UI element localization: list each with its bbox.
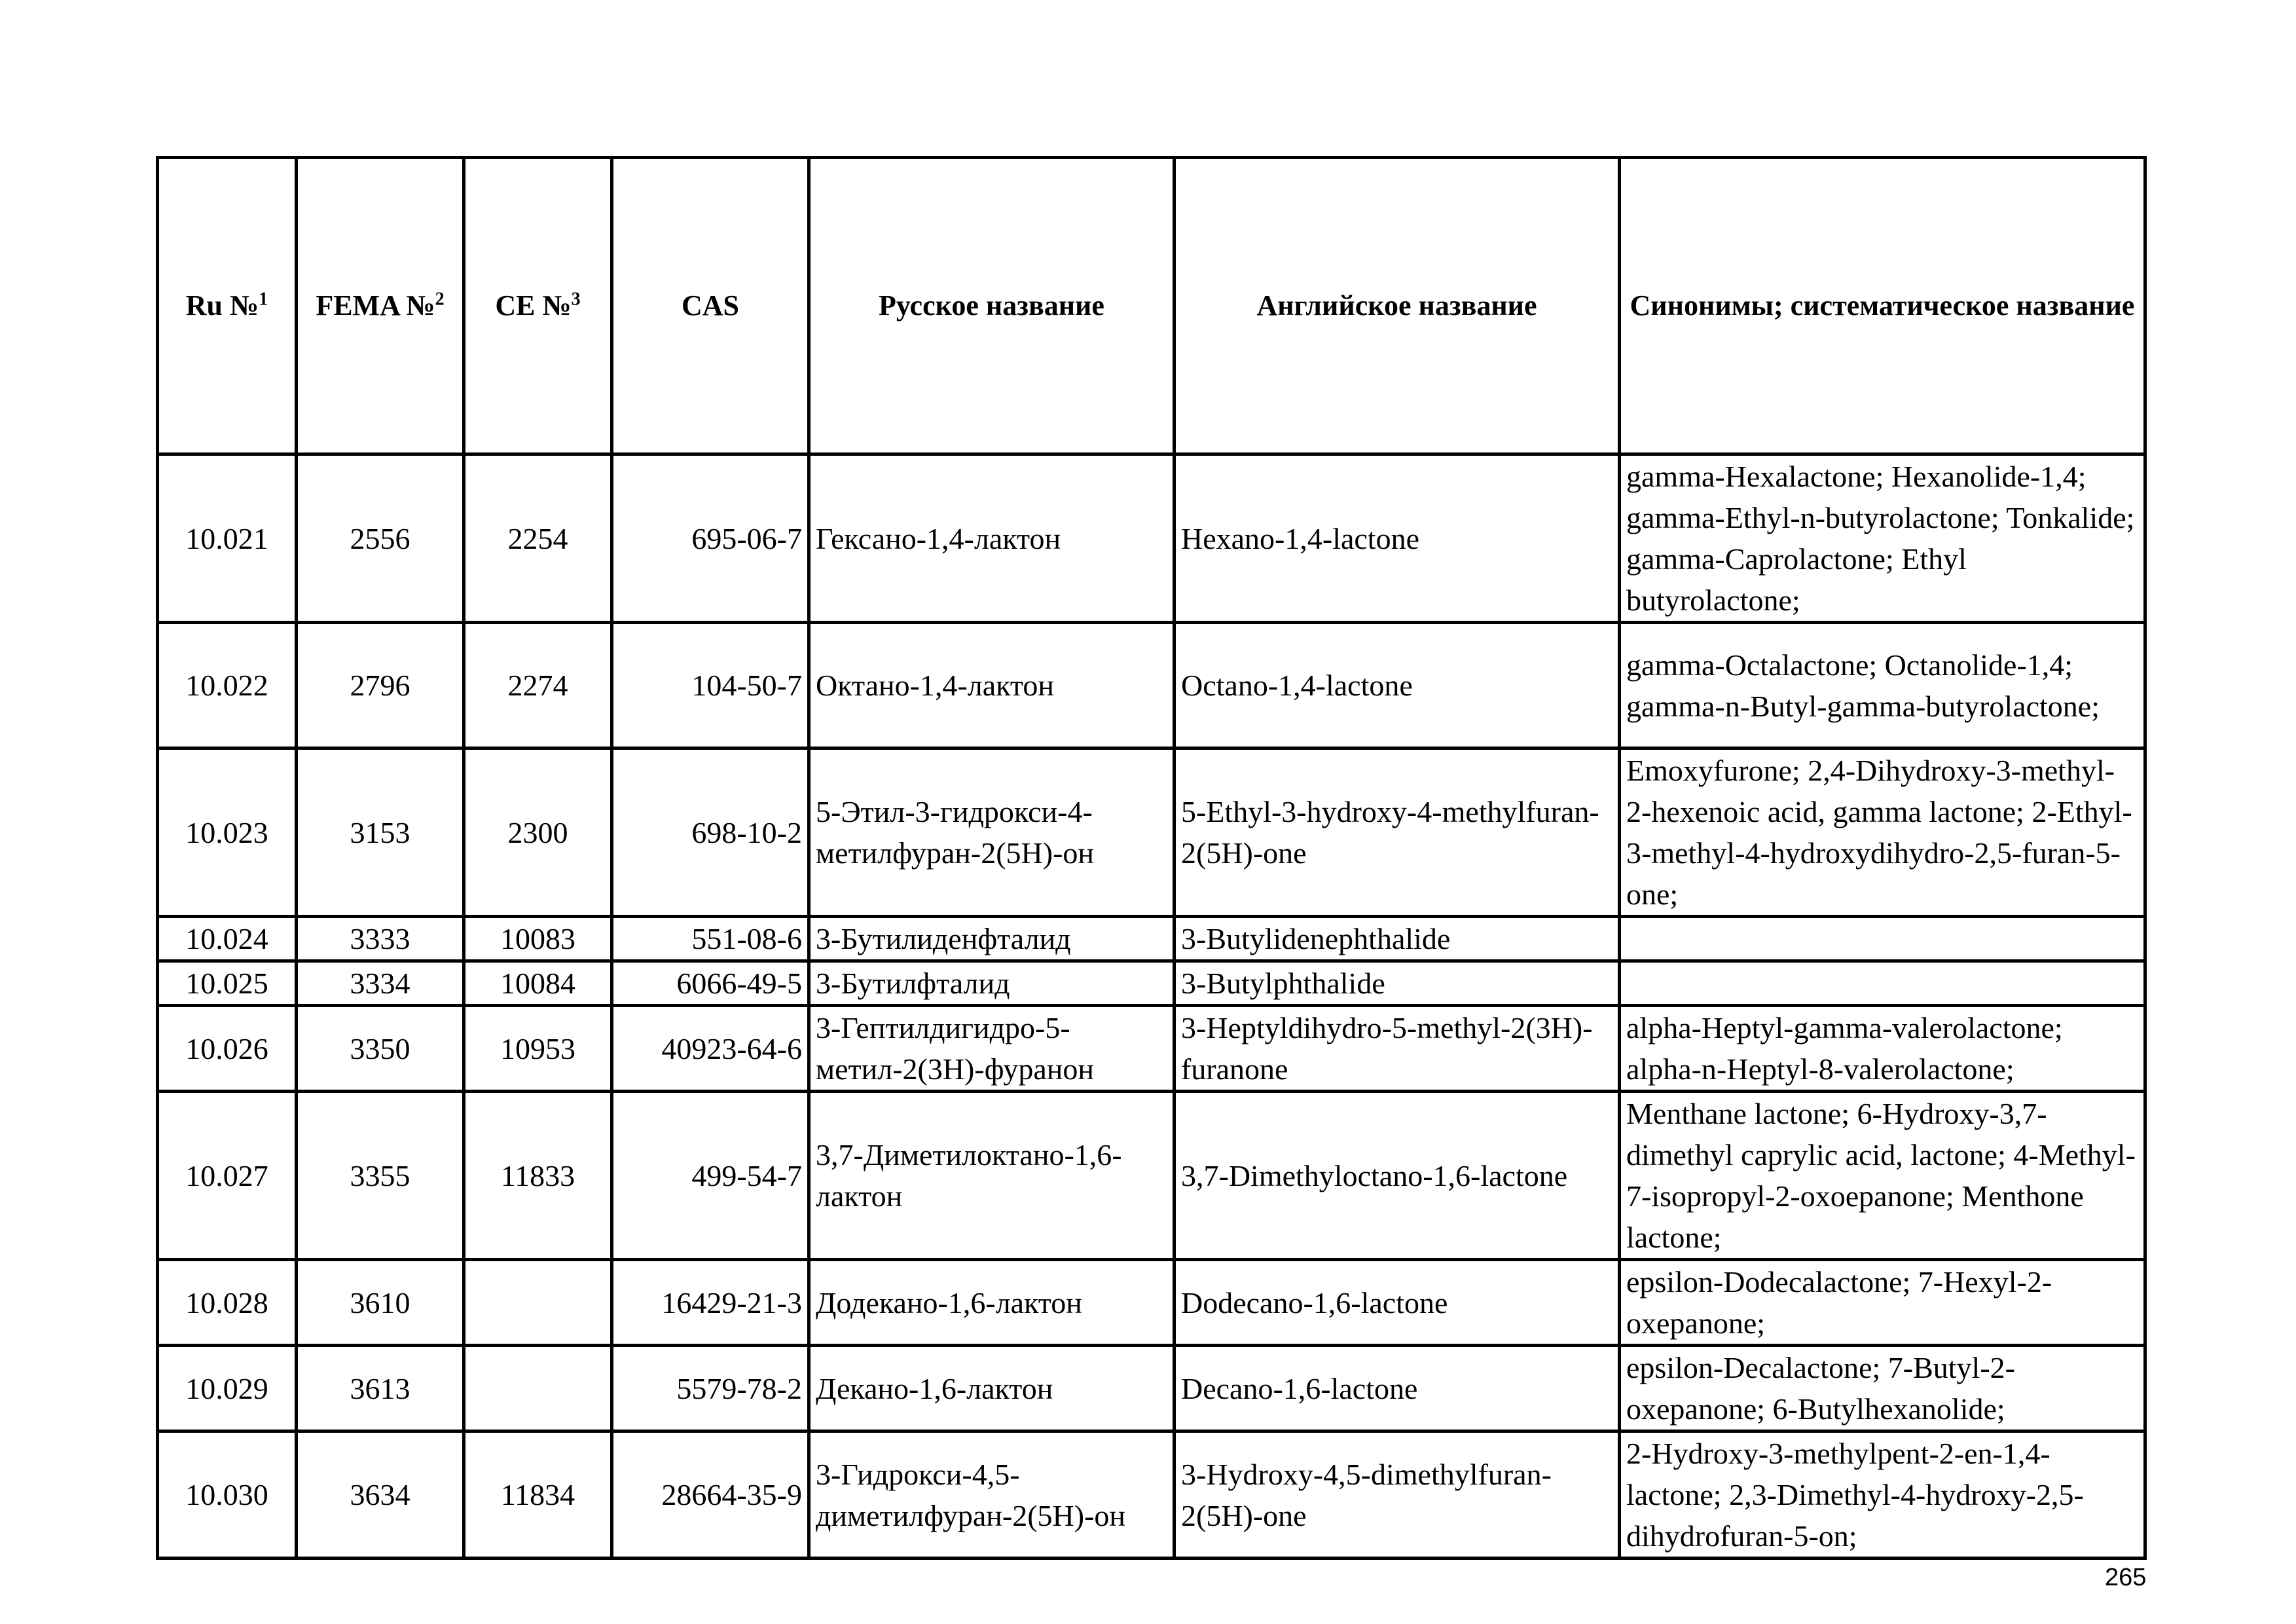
cell-english-name: Octano-1,4-lactone bbox=[1175, 623, 1620, 748]
cell-ru: 10.023 bbox=[158, 748, 297, 917]
header-fema-number: FEMA №$^2$ bbox=[297, 158, 464, 454]
table-row bbox=[158, 1346, 2145, 1431]
cell-russian-name: Гексано-1,4-лактон bbox=[809, 454, 1175, 623]
cell-fema: 3334 bbox=[297, 961, 464, 1006]
header-ru-number: Ru №$^1$ bbox=[158, 158, 297, 454]
table-row bbox=[158, 1006, 2145, 1092]
cell-synonyms: 2-Hydroxy-3-methylpent-2-en-1,4-lactone; 2,3-Dimethyl-4-hydroxy-2,5-dihydrofuran-5-on; bbox=[1620, 1431, 2145, 1559]
table-row bbox=[158, 623, 2145, 748]
cell-ru: 10.028 bbox=[158, 1260, 297, 1346]
header-synonyms: Синонимы; систематическое название bbox=[1620, 158, 2145, 454]
cell-fema: 3355 bbox=[297, 1092, 464, 1260]
cell-cas: 28664-35-9 bbox=[612, 1431, 809, 1559]
cell-english-name: 5-Ethyl-3-hydroxy-4-methylfuran-2(5H)-one bbox=[1175, 748, 1620, 917]
header-ce-number: CE №$^3$ bbox=[464, 158, 612, 454]
cell-fema: 2556 bbox=[297, 454, 464, 623]
cell-fema: 3153 bbox=[297, 748, 464, 917]
cell-english-name: 3-Hydroxy-4,5-dimethylfuran-2(5H)-one bbox=[1175, 1431, 1620, 1559]
cell-ru: 10.029 bbox=[158, 1346, 297, 1431]
table-row bbox=[158, 917, 2145, 961]
cell-russian-name: Додекано-1,6-лактон bbox=[809, 1260, 1175, 1346]
cell-ru: 10.021 bbox=[158, 454, 297, 623]
cell-synonyms bbox=[1620, 917, 2145, 961]
cell-cas: 16429-21-3 bbox=[612, 1260, 809, 1346]
cell-synonyms bbox=[1620, 961, 2145, 1006]
cell-english-name: 3,7-Dimethyloctano-1,6-lactone bbox=[1175, 1092, 1620, 1260]
cell-cas: 695-06-7 bbox=[612, 454, 809, 623]
cell-ru: 10.027 bbox=[158, 1092, 297, 1260]
cell-russian-name: Октано-1,4-лактон bbox=[809, 623, 1175, 748]
cell-synonyms: gamma-Hexalactone; Hexanolide-1,4; gamma-Ethyl-n-butyrolactone; Tonkalide; gamma-Caprolactone; Ethyl butyrolactone; bbox=[1620, 454, 2145, 623]
cell-ru: 10.025 bbox=[158, 961, 297, 1006]
cell-ce: 2274 bbox=[464, 623, 612, 748]
cell-ce bbox=[464, 1346, 612, 1431]
header-row bbox=[158, 158, 2145, 454]
flavoring-substances-table bbox=[156, 156, 2147, 1560]
cell-ce bbox=[464, 1260, 612, 1346]
cell-english-name: 3-Butylidenephthalide bbox=[1175, 917, 1620, 961]
cell-english-name: Dodecano-1,6-lactone bbox=[1175, 1260, 1620, 1346]
cell-russian-name: 5-Этил-3-гидрокси-4-метилфуран-2(5H)-он bbox=[809, 748, 1175, 917]
table-row bbox=[158, 748, 2145, 917]
cell-cas: 6066-49-5 bbox=[612, 961, 809, 1006]
cell-cas: 551-08-6 bbox=[612, 917, 809, 961]
cell-ru: 10.026 bbox=[158, 1006, 297, 1092]
cell-synonyms: epsilon-Dodecalactone; 7-Hexyl-2-oxepanone; bbox=[1620, 1260, 2145, 1346]
cell-cas: 698-10-2 bbox=[612, 748, 809, 917]
cell-russian-name: 3-Бутилфталид bbox=[809, 961, 1175, 1006]
cell-ce: 10084 bbox=[464, 961, 612, 1006]
cell-ru: 10.022 bbox=[158, 623, 297, 748]
cell-russian-name: 3-Гептилдигидро-5-метил-2(3H)-фуранон bbox=[809, 1006, 1175, 1092]
cell-cas: 499-54-7 bbox=[612, 1092, 809, 1260]
cell-synonyms: epsilon-Decalactone; 7-Butyl-2-oxepanone; 6-Butylhexanolide; bbox=[1620, 1346, 2145, 1431]
cell-russian-name: 3,7-Диметилоктано-1,6-лактон bbox=[809, 1092, 1175, 1260]
cell-cas: 5579-78-2 bbox=[612, 1346, 809, 1431]
cell-fema: 2796 bbox=[297, 623, 464, 748]
cell-ce: 11834 bbox=[464, 1431, 612, 1559]
cell-synonyms: gamma-Octalactone; Octanolide-1,4; gamma-n-Butyl-gamma-butyrolactone; bbox=[1620, 623, 2145, 748]
cell-ce: 2254 bbox=[464, 454, 612, 623]
page-number: 265 bbox=[2105, 1564, 2147, 1591]
cell-english-name: Decano-1,6-lactone bbox=[1175, 1346, 1620, 1431]
cell-ce: 11833 bbox=[464, 1092, 612, 1260]
table-row bbox=[158, 1092, 2145, 1260]
cell-synonyms: alpha-Heptyl-gamma-valerolactone; alpha-n-Heptyl-8-valerolactone; bbox=[1620, 1006, 2145, 1092]
cell-fema: 3613 bbox=[297, 1346, 464, 1431]
cell-synonyms: Emoxyfurone; 2,4-Dihydroxy-3-methyl-2-hexenoic acid, gamma lactone; 2-Ethyl-3-methyl-4-hydroxydihydro-2,5-furan-5-one; bbox=[1620, 748, 2145, 917]
cell-ce: 10083 bbox=[464, 917, 612, 961]
cell-fema: 3634 bbox=[297, 1431, 464, 1559]
table-row bbox=[158, 454, 2145, 623]
cell-english-name: 3-Butylphthalide bbox=[1175, 961, 1620, 1006]
cell-english-name: Hexano-1,4-lactone bbox=[1175, 454, 1620, 623]
table-row bbox=[158, 1431, 2145, 1559]
cell-ce: 10953 bbox=[464, 1006, 612, 1092]
cell-russian-name: 3-Бутилиденфталид bbox=[809, 917, 1175, 961]
cell-russian-name: 3-Гидрокси-4,5-диметилфуран-2(5H)-он bbox=[809, 1431, 1175, 1559]
cell-ru: 10.024 bbox=[158, 917, 297, 961]
header-english-name: Английское название bbox=[1175, 158, 1620, 454]
cell-english-name: 3-Heptyldihydro-5-methyl-2(3H)-furanone bbox=[1175, 1006, 1620, 1092]
cell-russian-name: Декано-1,6-лактон bbox=[809, 1346, 1175, 1431]
cell-fema: 3333 bbox=[297, 917, 464, 961]
cell-synonyms: Menthane lactone; 6-Hydroxy-3,7-dimethyl caprylic acid, lactone; 4-Methyl-7-isopropyl-2-oxoepanone; Menthone lactone; bbox=[1620, 1092, 2145, 1260]
header-cas: CAS bbox=[612, 158, 809, 454]
table-row bbox=[158, 1260, 2145, 1346]
cell-ce: 2300 bbox=[464, 748, 612, 917]
cell-fema: 3350 bbox=[297, 1006, 464, 1092]
table-row bbox=[158, 961, 2145, 1006]
cell-ru: 10.030 bbox=[158, 1431, 297, 1559]
cell-cas: 104-50-7 bbox=[612, 623, 809, 748]
header-russian-name: Русское название bbox=[809, 158, 1175, 454]
cell-cas: 40923-64-6 bbox=[612, 1006, 809, 1092]
cell-fema: 3610 bbox=[297, 1260, 464, 1346]
